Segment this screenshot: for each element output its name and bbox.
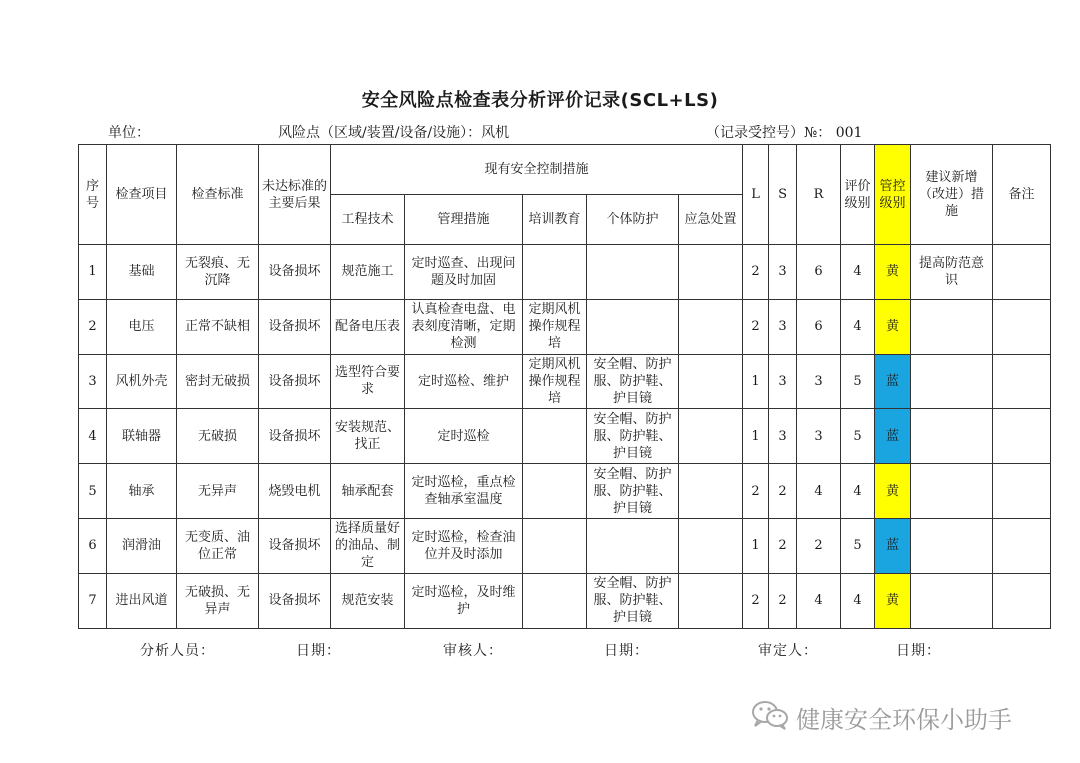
cell-R: 3 — [797, 354, 841, 409]
cell-S: 3 — [769, 354, 797, 409]
risk-point-label: 风险点（区域/装置/设备/设施）：风机 — [278, 125, 510, 141]
cell-standard: 密封无破损 — [177, 354, 259, 409]
cell-remark — [993, 409, 1051, 464]
table-row — [79, 299, 1051, 354]
cell-control: 蓝 — [875, 409, 911, 464]
cell-emergency — [679, 409, 743, 464]
cell-management: 定时巡检，重点检查轴承室温度 — [405, 464, 523, 519]
header-standard: 检查标准 — [177, 145, 259, 245]
cell-R: 3 — [797, 409, 841, 464]
cell-engineering: 规范安装 — [331, 573, 405, 628]
header-L: L — [743, 145, 769, 245]
reviewer-label: 审核人： — [443, 643, 503, 659]
cell-rating: 5 — [841, 409, 875, 464]
header-row-1 — [79, 145, 1051, 195]
header-item: 检查项目 — [107, 145, 177, 245]
analyst-date-label: 日期： — [296, 643, 341, 659]
cell-management: 认真检查电盘、电表刻度清晰，定期检测 — [405, 299, 523, 354]
cell-engineering: 选型符合要求 — [331, 354, 405, 409]
header-control-level: 管控级别 — [875, 145, 911, 245]
cell-item: 联轴器 — [107, 409, 177, 464]
approver-label: 审定人： — [758, 643, 818, 659]
cell-training — [523, 518, 587, 573]
cell-S: 2 — [769, 573, 797, 628]
cell-rating: 4 — [841, 573, 875, 628]
cell-engineering: 轴承配套 — [331, 464, 405, 519]
header-emergency: 应急处置 — [679, 195, 743, 245]
cell-standard: 无破损 — [177, 409, 259, 464]
cell-ppe — [587, 518, 679, 573]
cell-training — [523, 409, 587, 464]
cell-item: 基础 — [107, 245, 177, 300]
cell-item: 润滑油 — [107, 518, 177, 573]
cell-rating: 4 — [841, 299, 875, 354]
cell-ppe: 安全帽、防护服、防护鞋、护目镜 — [587, 409, 679, 464]
cell-item: 风机外壳 — [107, 354, 177, 409]
cell-control: 黄 — [875, 464, 911, 519]
cell-consequence: 设备损坏 — [259, 518, 331, 573]
header-no: 序号 — [79, 145, 107, 245]
cell-management: 定时巡检 — [405, 409, 523, 464]
cell-ppe: 安全帽、防护服、防护鞋、护目镜 — [587, 573, 679, 628]
header-engineering: 工程技术 — [331, 195, 405, 245]
table-row — [79, 245, 1051, 300]
header-training: 培训教育 — [523, 195, 587, 245]
table-row — [79, 518, 1051, 573]
cell-emergency — [679, 464, 743, 519]
header-management: 管理措施 — [405, 195, 523, 245]
cell-consequence: 设备损坏 — [259, 354, 331, 409]
cell-item: 进出风道 — [107, 573, 177, 628]
header-R: R — [797, 145, 841, 245]
cell-rating: 5 — [841, 518, 875, 573]
cell-S: 3 — [769, 299, 797, 354]
cell-standard: 无裂痕、无沉降 — [177, 245, 259, 300]
cell-consequence: 烧毁电机 — [259, 464, 331, 519]
cell-control: 黄 — [875, 299, 911, 354]
header-remark: 备注 — [993, 145, 1051, 245]
table-row — [79, 573, 1051, 628]
wechat-icon — [750, 698, 790, 736]
cell-suggestion — [911, 518, 993, 573]
cell-remark — [993, 518, 1051, 573]
cell-no: 3 — [79, 354, 107, 409]
cell-ppe — [587, 299, 679, 354]
cell-L: 2 — [743, 245, 769, 300]
cell-ppe: 安全帽、防护服、防护鞋、护目镜 — [587, 354, 679, 409]
cell-L: 1 — [743, 518, 769, 573]
cell-S: 3 — [769, 409, 797, 464]
cell-L: 2 — [743, 299, 769, 354]
header-S: S — [769, 145, 797, 245]
cell-L: 1 — [743, 409, 769, 464]
reviewer-date-label: 日期： — [604, 643, 649, 659]
cell-emergency — [679, 573, 743, 628]
cell-training: 定期风机操作规程培 — [523, 354, 587, 409]
cell-management: 定时巡检，检查油位并及时添加 — [405, 518, 523, 573]
cell-emergency — [679, 518, 743, 573]
cell-rating: 4 — [841, 464, 875, 519]
cell-training — [523, 573, 587, 628]
cell-management: 定时巡检，及时维护 — [405, 573, 523, 628]
cell-emergency — [679, 354, 743, 409]
analyst-label: 分析人员： — [140, 643, 215, 659]
cell-remark — [993, 299, 1051, 354]
cell-R: 2 — [797, 518, 841, 573]
cell-emergency — [679, 245, 743, 300]
header-rating: 评价级别 — [841, 145, 875, 245]
watermark — [750, 697, 1012, 737]
cell-control: 蓝 — [875, 518, 911, 573]
risk-check-table — [78, 144, 1051, 629]
cell-emergency — [679, 299, 743, 354]
cell-standard: 无异声 — [177, 464, 259, 519]
cell-R: 6 — [797, 299, 841, 354]
cell-consequence: 设备损坏 — [259, 299, 331, 354]
header-consequence: 未达标准的主要后果 — [259, 145, 331, 245]
header-controls: 现有安全控制措施 — [331, 145, 743, 195]
cell-management: 定时巡检、维护 — [405, 354, 523, 409]
cell-engineering: 规范施工 — [331, 245, 405, 300]
watermark-text: 健康安全环保小助手 — [796, 705, 1012, 734]
cell-no: 4 — [79, 409, 107, 464]
cell-R: 4 — [797, 573, 841, 628]
cell-suggestion — [911, 299, 993, 354]
cell-consequence: 设备损坏 — [259, 245, 331, 300]
unit-label: 单位： — [108, 125, 150, 141]
cell-suggestion: 提高防范意识 — [911, 245, 993, 300]
cell-consequence: 设备损坏 — [259, 409, 331, 464]
page-title: 安全风险点检查表分析评价记录(SCL+LS) — [361, 90, 719, 111]
header-ppe: 个体防护 — [587, 195, 679, 245]
cell-control: 黄 — [875, 245, 911, 300]
cell-remark — [993, 573, 1051, 628]
cell-no: 1 — [79, 245, 107, 300]
cell-control: 蓝 — [875, 354, 911, 409]
table-row — [79, 409, 1051, 464]
cell-ppe — [587, 245, 679, 300]
cell-L: 1 — [743, 354, 769, 409]
cell-S: 2 — [769, 518, 797, 573]
cell-R: 6 — [797, 245, 841, 300]
cell-standard: 无变质、油位正常 — [177, 518, 259, 573]
cell-no: 5 — [79, 464, 107, 519]
cell-no: 7 — [79, 573, 107, 628]
cell-training: 定期风机操作规程培 — [523, 299, 587, 354]
cell-suggestion — [911, 354, 993, 409]
cell-standard: 正常不缺相 — [177, 299, 259, 354]
cell-ppe: 安全帽、防护服、防护鞋、护目镜 — [587, 464, 679, 519]
cell-management: 定时巡查、出现问题及时加固 — [405, 245, 523, 300]
cell-consequence: 设备损坏 — [259, 573, 331, 628]
cell-item: 轴承 — [107, 464, 177, 519]
cell-S: 2 — [769, 464, 797, 519]
table-row — [79, 354, 1051, 409]
cell-item: 电压 — [107, 299, 177, 354]
table-row — [79, 464, 1051, 519]
cell-rating: 5 — [841, 354, 875, 409]
cell-L: 2 — [743, 573, 769, 628]
cell-remark — [993, 245, 1051, 300]
cell-control: 黄 — [875, 573, 911, 628]
cell-suggestion — [911, 409, 993, 464]
cell-engineering: 选择质量好的油品、制定 — [331, 518, 405, 573]
cell-suggestion — [911, 573, 993, 628]
cell-training — [523, 245, 587, 300]
cell-engineering: 安装规范、找正 — [331, 409, 405, 464]
cell-S: 3 — [769, 245, 797, 300]
cell-rating: 4 — [841, 245, 875, 300]
cell-remark — [993, 354, 1051, 409]
cell-engineering: 配备电压表 — [331, 299, 405, 354]
header-suggestion: 建议新增（改进）措施 — [911, 145, 993, 245]
cell-L: 2 — [743, 464, 769, 519]
cell-suggestion — [911, 464, 993, 519]
cell-R: 4 — [797, 464, 841, 519]
cell-remark — [993, 464, 1051, 519]
cell-no: 2 — [79, 299, 107, 354]
approver-date-label: 日期： — [896, 643, 941, 659]
cell-no: 6 — [79, 518, 107, 573]
record-number: （记录受控号）№： 001 — [706, 125, 863, 141]
cell-training — [523, 464, 587, 519]
cell-standard: 无破损、无异声 — [177, 573, 259, 628]
